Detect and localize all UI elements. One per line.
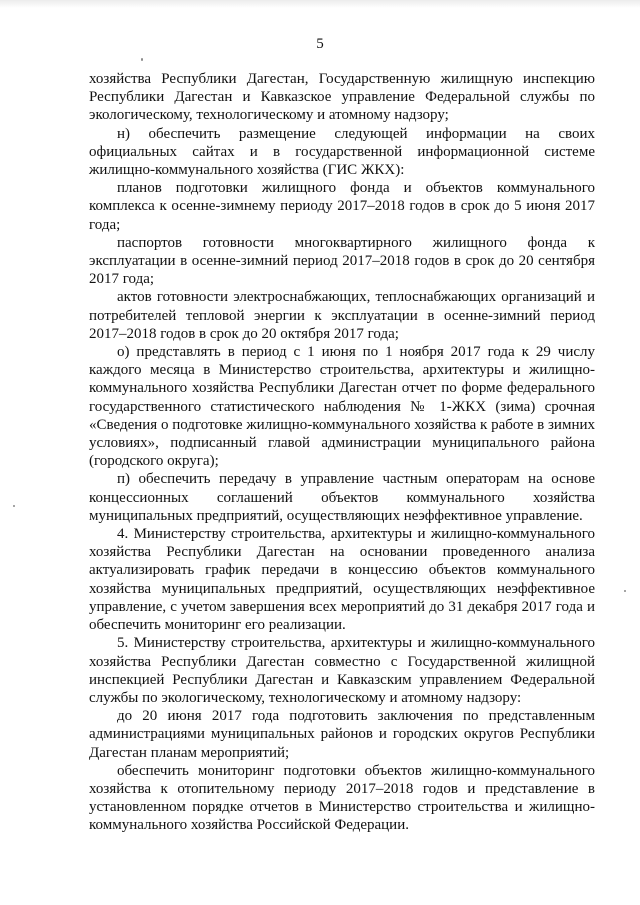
scan-top-edge <box>0 0 640 8</box>
paragraph: хозяйства Республики Дагестан, Государственную жилищную инспекцию Республики Дагестан и Кавказское управление Федеральной службы по экологическому, технологическому и атомному надзору; <box>89 71 595 124</box>
paragraph: 4. Министерству строительства, архитектуры и жилищно-коммунального хозяйства Республики Дагестан на основании проведенного анализа актуализировать график передачи в концессию объектов коммунального хозяйства муниципальных предприятий, осуществляющих неэффективное управление, с учетом завершения всех мероприятий до 31 декабря 2017 года и обеспечить мониторинг его реализации. <box>89 526 595 634</box>
paragraph: п) обеспечить передачу в управление частным операторам на основе концессионных соглашений объектов коммунального хозяйства муниципальных предприятий, осуществляющих неэффективное управление. <box>89 471 595 524</box>
scan-speck <box>141 58 143 61</box>
paragraph: о) представлять в период с 1 июня по 1 ноября 2017 года к 29 числу каждого месяца в Министерство строительства, архитектуры и жилищно-коммунального хозяйства Республики Дагестан отчет по форме федерального государственного статистического наблюдения № 1-ЖКХ (зима) срочная «Сведения о подготовке жилищно-коммунального хозяйства к работе в зимних условиях», подписанный главой администрации муниципального района (городского округа); <box>89 344 595 470</box>
scan-speck <box>13 505 15 507</box>
paragraph: обеспечить мониторинг подготовки объектов жилищно-коммунального хозяйства к отопительному периоду 2017–2018 годов и представление в установленном порядке отчетов в Министерство строительства и жилищно-коммунального хозяйства Российской Федерации. <box>89 762 595 834</box>
page-number: 5 <box>316 36 324 52</box>
paragraph: планов подготовки жилищного фонда и объектов коммунального комплекса к осенне-зимнему периоду 2017–2018 годов в срок до 5 июня 2017 года; <box>89 180 595 233</box>
paragraph: н) обеспечить размещение следующей информации на своих официальных сайтах и в государственной информационной системе жилищно-коммунального хозяйства (ГИС ЖКХ): <box>89 125 595 179</box>
paragraph: 5. Министерству строительства, архитектуры и жилищно-коммунального хозяйства Республики Дагестан совместно с Государственной жилищной инспекцией Республики Дагестан и Кавказским управлением Федеральной службы по экологическому, технологическому и атомному надзору: <box>89 635 595 706</box>
document-body <box>89 70 595 835</box>
paragraph: паспортов готовности многоквартирного жилищного фонда к эксплуатации в осенне-зимний период 2017–2018 годов в срок до 20 сентября 2017 года; <box>89 234 595 288</box>
paragraph: до 20 июня 2017 года подготовить заключения по представленным администрациями муниципальных районов и городских округов Республики Дагестан планам мероприятий; <box>89 708 595 761</box>
paragraph: актов готовности электроснабжающих, теплоснабжающих организаций и потребителей тепловой энергии к эксплуатации в осенне-зимний период 2017–2018 годов в срок до 20 октября 2017 года; <box>89 289 595 342</box>
scan-speck <box>624 590 626 592</box>
